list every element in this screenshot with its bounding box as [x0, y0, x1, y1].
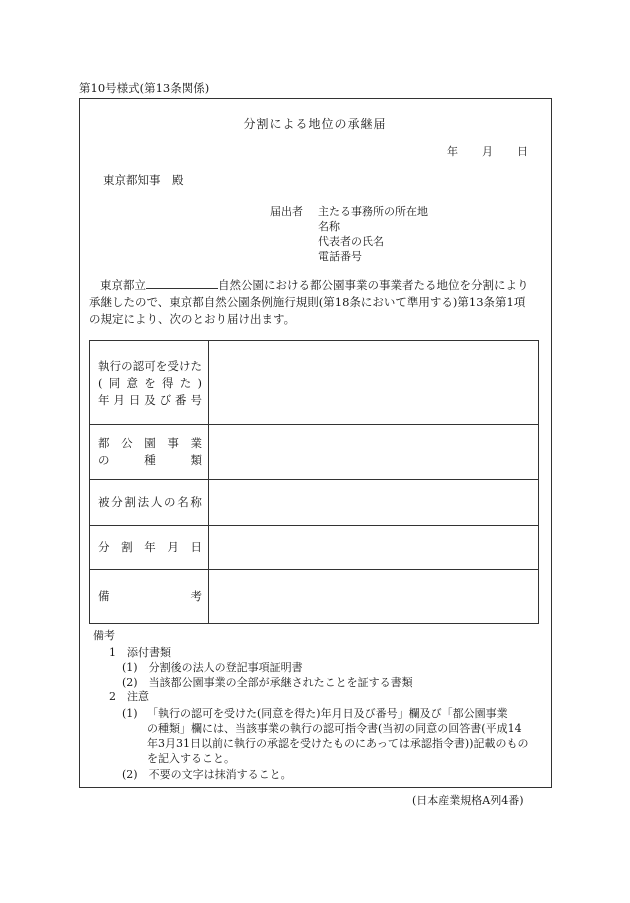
label-char: 業: [190, 436, 202, 450]
table-row-divided-corp: [90, 479, 538, 525]
label-char: ): [197, 376, 202, 390]
label-char: 園: [144, 436, 156, 450]
row-label: [98, 539, 202, 556]
label-char: 種: [144, 453, 156, 467]
label-char: 名: [177, 495, 189, 509]
label-char: 年: [98, 393, 110, 407]
label-char: 公: [121, 436, 133, 450]
label-char: 法: [137, 495, 150, 509]
label-char: 分: [98, 540, 110, 554]
label-char: 事: [167, 436, 179, 450]
label-line: [98, 494, 202, 511]
label-char: 類: [190, 453, 202, 467]
label-char: 及: [144, 393, 156, 407]
label-line: [98, 539, 202, 556]
note2-title: 2 注意: [109, 690, 149, 703]
label-char: 被: [98, 495, 110, 509]
label-char: 年: [144, 540, 156, 554]
label-char: 受: [167, 359, 179, 373]
note1-title: 1 添付書類: [109, 646, 171, 659]
label-line: [98, 435, 202, 452]
label-char: を: [144, 376, 156, 390]
label-char: (: [98, 376, 103, 390]
form-number: 第10号様式(第13条関係): [79, 81, 210, 95]
label-line: [98, 375, 202, 392]
row-label: [98, 494, 202, 511]
note2-item1-number: (1): [122, 707, 138, 720]
label-char: 考: [190, 589, 202, 603]
row-label: [98, 588, 202, 605]
notifier-phone-label: 電話番号: [318, 250, 362, 263]
table-row-split-date: [90, 525, 538, 569]
body-line2: 承継したので、東京都自然公園条例施行規則(第18条において準用する)第13条第1項: [89, 295, 526, 309]
body-prefix: 東京都立: [100, 278, 146, 292]
label-char: た: [179, 376, 192, 390]
paper-size-note: (日本産業規格A列4番): [412, 794, 524, 807]
label-char: 行: [109, 359, 122, 373]
notifier-representative-label: 代表者の氏名: [318, 235, 384, 248]
label-char: 日: [128, 393, 141, 407]
label-char: 備: [98, 589, 110, 603]
addressee: 東京都知事 殿: [103, 173, 184, 187]
note2-item1-line: 「執行の認可を受けた(同意を得た)年月日及び番号」欄及び「都公園事業: [147, 707, 508, 720]
label-char: 分: [111, 495, 123, 509]
note2-item2: (2) 不要の文字は抹消すること。: [122, 768, 292, 781]
date-year-label: 年: [447, 145, 458, 158]
label-char: 月: [167, 540, 179, 554]
body-line1-suffix: 自然公園における都公園事業の事業者たる地位を分割により: [218, 278, 529, 292]
row-label: [98, 435, 202, 469]
note1-item: (1) 分割後の法人の登記事項証明書: [122, 661, 303, 674]
label-line: [98, 358, 202, 375]
notifier-name-label: 名称: [318, 220, 340, 233]
label-char: け: [178, 359, 191, 373]
label-char: の: [121, 359, 133, 373]
label-char: 称: [190, 495, 202, 509]
body-text: [89, 277, 549, 328]
park-name-blank[interactable]: [146, 278, 218, 289]
label-char: の: [164, 495, 176, 509]
label-char: び: [159, 393, 172, 407]
body-line3: の規定により、次のとおり届け出ます。: [89, 312, 296, 326]
info-table: [89, 340, 539, 624]
label-char: の: [98, 453, 110, 467]
note2-item1-line: 年3月31日以前に執行の承認を受けたものにあっては承認指令書))記載のもの: [147, 737, 529, 750]
date-day-label: 日: [517, 145, 528, 158]
label-char: 番: [175, 393, 187, 407]
label-char: 割: [121, 540, 133, 554]
table-row-business-type: [90, 424, 538, 479]
table-row-approval: [90, 341, 538, 424]
label-char: 都: [98, 436, 110, 450]
note2-item1-line: を記入すること。: [147, 752, 235, 765]
date-month-label: 月: [482, 145, 493, 158]
label-char: 日: [190, 540, 202, 554]
label-line: [98, 452, 202, 469]
label-char: 得: [162, 376, 174, 390]
row-label: [98, 358, 202, 409]
label-char: 号: [190, 393, 202, 407]
label-char: た: [190, 359, 202, 373]
notifier-label: 届出者: [270, 205, 303, 218]
notifier-address-label: 主たる事務所の所在地: [318, 205, 428, 218]
label-line: [98, 588, 202, 605]
label-char: 意: [126, 376, 138, 390]
note2-item1-line: の種類」欄には、当該事業の執行の認可指令書(当初の同意の回答書(平成14: [147, 722, 522, 735]
label-line: [98, 392, 202, 409]
table-row-remarks: [90, 569, 538, 624]
document-title: 分割による地位の承継届: [243, 117, 387, 131]
label-char: 月: [113, 393, 125, 407]
label-char: 同: [108, 376, 121, 390]
label-char: 人: [150, 495, 163, 509]
label-char: 認: [132, 359, 145, 373]
notes-heading: 備考: [93, 629, 115, 642]
label-char: 可: [144, 359, 156, 373]
label-char: 執: [98, 359, 110, 373]
label-char: を: [155, 359, 168, 373]
label-char: 割: [124, 495, 136, 509]
note1-item: (2) 当該都公園事業の全部が承継されたことを証する書類: [122, 676, 413, 689]
